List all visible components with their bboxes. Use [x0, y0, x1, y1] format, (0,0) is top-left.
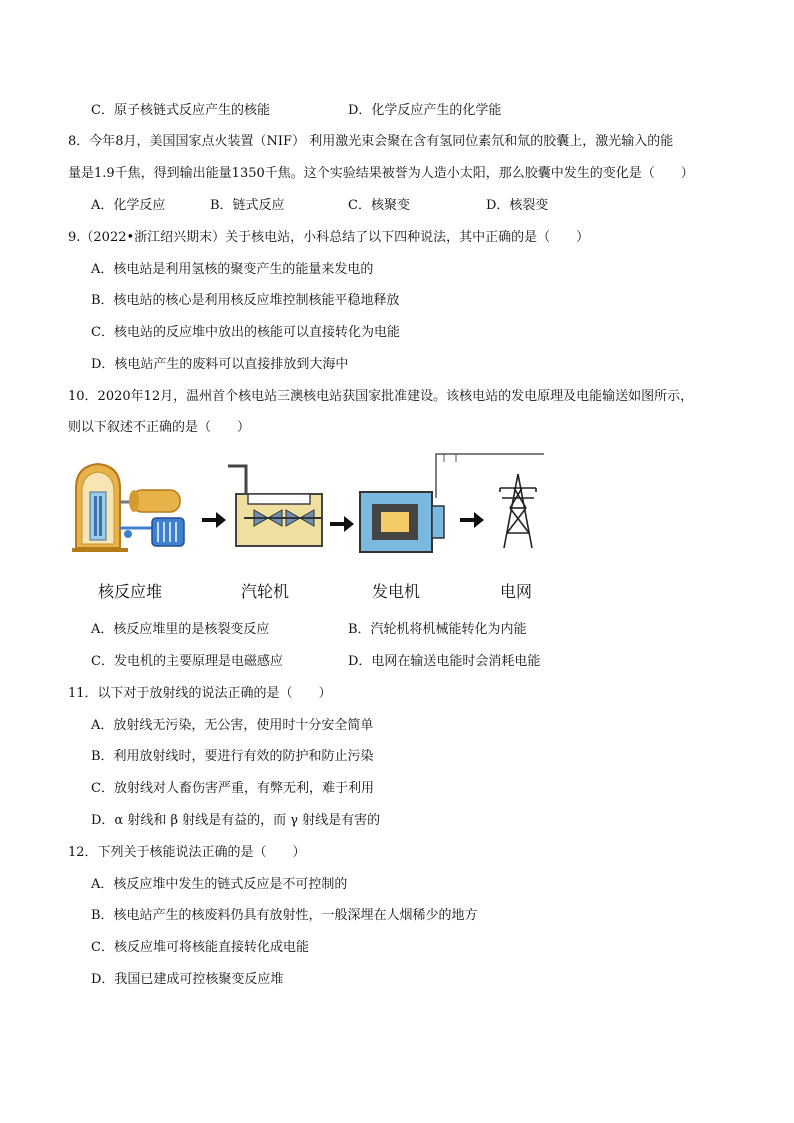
q9-stem: 9.（2022•浙江绍兴期末）关于核电站，小科总结了以下四种说法，其中正确的是（ ） [68, 230, 590, 245]
q9-option-d: D．核电站产生的废料可以直接排放到大海中 [91, 357, 349, 372]
q8-option-b: B．链式反应 [210, 198, 285, 213]
caption-generator: 发电机 [372, 582, 421, 601]
q8-stem-line-1: 8．今年8月，美国国家点火装置（NIF） 利用激光束会聚在含有氢同位素氘和氚的胶囊上，激光输入的能 [68, 134, 674, 149]
q9-option-b: B．核电站的核心是利用核反应堆控制核能平稳地释放 [91, 293, 400, 308]
q11-option-b: B．利用放射线时，要进行有效的防护和防止污染 [91, 749, 374, 764]
q7-option-d: D．化学反应产生的化学能 [348, 103, 502, 118]
q9-option-c: C．核电站的反应堆中放出的核能可以直接转化为电能 [91, 325, 400, 340]
q11-option-c: C．放射线对人畜伤害严重，有弊无利，难于利用 [91, 781, 374, 796]
q7-option-c: C．原子核链式反应产生的核能 [91, 103, 270, 118]
q8-option-c: C．核聚变 [348, 198, 410, 213]
q12-stem: 12．下列关于核能说法正确的是（ ） [68, 845, 306, 860]
reactor-icon [72, 464, 184, 552]
q8-option-d: D．核裂变 [486, 198, 549, 213]
q10-option-b: B．汽轮机将机械能转化为内能 [348, 622, 527, 637]
q10-option-a: A．核反应堆里的是核裂变反应 [91, 622, 270, 637]
q10-stem-line-1: 10．2020年12月，温州首个核电站三澳核电站获国家批准建设。该核电站的发电原理及电能输送如图所示， [68, 389, 694, 404]
turbine-icon [228, 466, 322, 546]
q11-stem: 11．以下对于放射线的说法正确的是（ ） [68, 686, 332, 701]
q11-option-a: A．放射线无污染，无公害，使用时十分安全简单 [91, 718, 374, 733]
caption-reactor: 核反应堆 [98, 582, 163, 601]
caption-turbine: 汽轮机 [241, 582, 290, 601]
q10-stem-line-2: 则以下叙述不正确的是（ ） [68, 420, 251, 435]
q12-option-a: A．核反应堆中发生的链式反应是不可控制的 [91, 877, 348, 892]
caption-grid: 电网 [500, 582, 533, 601]
q8-option-a: A．化学反应 [91, 198, 166, 213]
q12-option-b: B．核电站产生的核废料仍具有放射性，一般深埋在人烟稀少的地方 [91, 908, 478, 923]
q10-option-d: D．电网在输送电能时会消耗电能 [348, 654, 541, 669]
power-tower-icon [500, 474, 536, 548]
arrow-right-icon [330, 516, 354, 532]
q12-option-c: C．核反应堆可将核能直接转化成电能 [91, 940, 309, 955]
q11-option-d: D．α 射线和 β 射线是有益的，而 γ 射线是有害的 [91, 813, 381, 828]
q12-option-d: D．我国已建成可控核聚变反应堆 [91, 972, 284, 987]
arrow-right-icon [202, 512, 226, 528]
q10-option-c: C．发电机的主要原理是电磁感应 [91, 654, 283, 669]
generator-icon [360, 454, 544, 552]
q9-option-a: A．核电站是利用氢核的聚变产生的能量来发电的 [91, 262, 374, 277]
q8-stem-line-2: 量是1.9千焦，得到输出能量1350千焦。这个实验结果被誉为人造小太阳，那么胶囊中发生的变化是（ ） [68, 166, 694, 181]
arrow-right-icon [460, 512, 484, 528]
